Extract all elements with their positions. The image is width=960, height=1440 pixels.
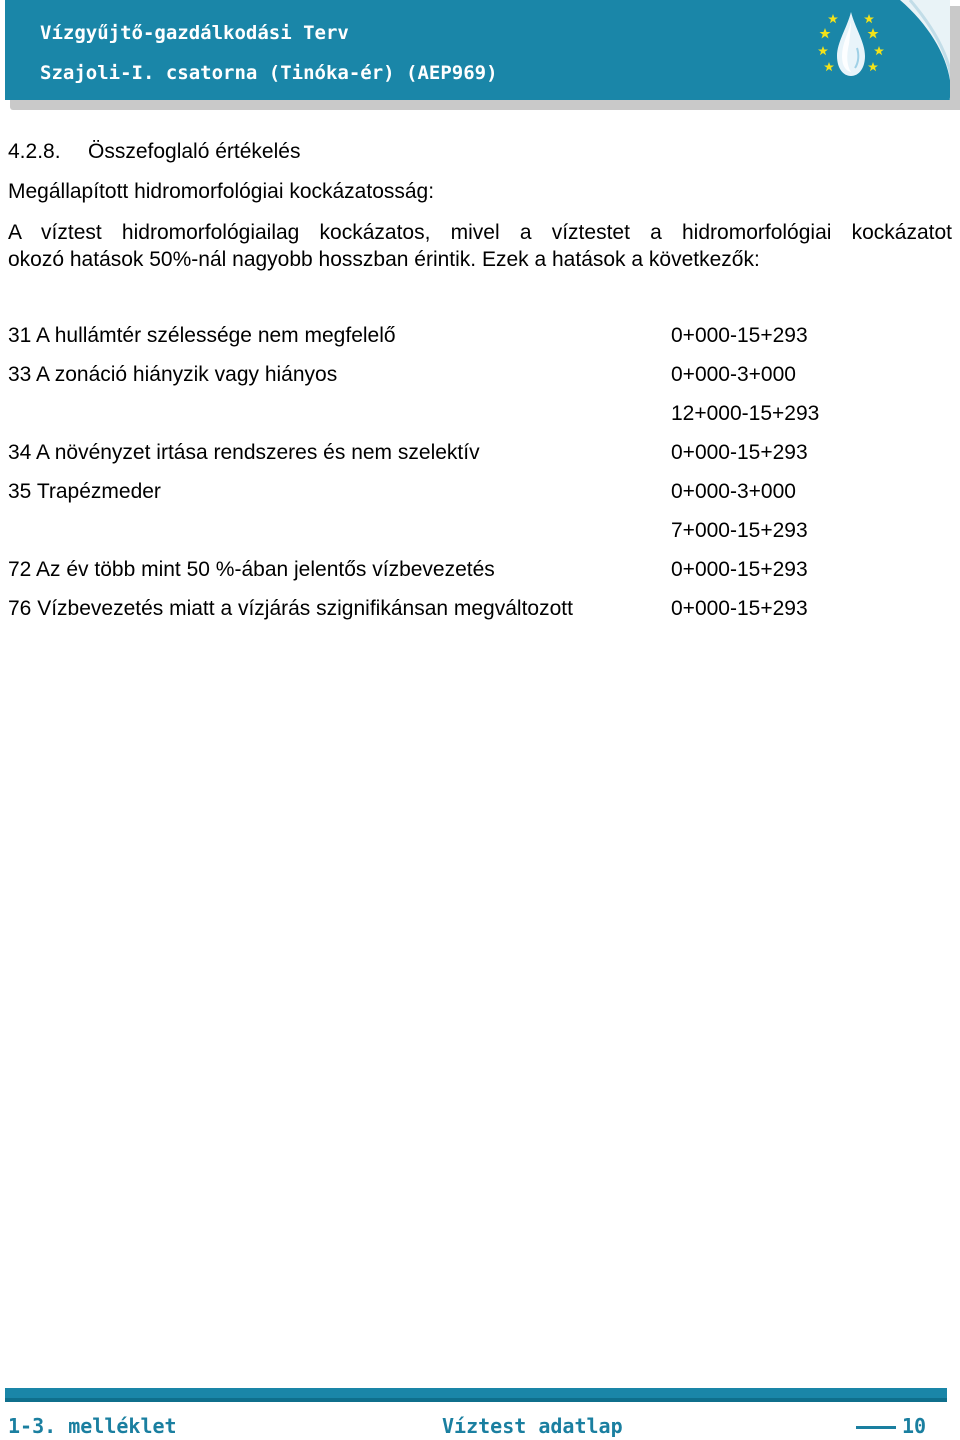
impact-label: 34 A növényzet irtása rendszeres és nem szelektív — [8, 441, 480, 464]
water-body-subtitle: Szajoli-I. csatorna (Tinóka-ér) (AEP969) — [40, 62, 498, 84]
impact-label: 33 A zonáció hiányzik vagy hiányos — [8, 363, 338, 386]
dash-decoration — [856, 1426, 896, 1429]
impact-range: 0+000-3+000 — [671, 480, 796, 503]
impact-row — [8, 519, 908, 558]
section-heading — [8, 140, 300, 164]
footer-annex-label: 1-3. melléklet — [8, 1414, 177, 1438]
impact-label: 76 Vízbevezetés miatt a vízjárás szignifikánsan megváltozott — [8, 597, 573, 620]
paragraph-line-1: A víztest hidromorfológiailag kockázatos, mivel a víztestet a hidromorfológiai kockázatot — [8, 221, 952, 244]
page-number: 10 — [902, 1414, 927, 1438]
paragraph-line-2: okozó hatások 50%-nál nagyobb hosszban érintik. Ezek a hatások a következők: — [8, 248, 760, 271]
impact-row — [8, 363, 908, 402]
impact-row — [8, 324, 908, 363]
impact-range: 12+000-15+293 — [671, 402, 820, 425]
footer-rule — [5, 1388, 947, 1398]
section-number: 4.2.8. — [8, 140, 61, 163]
impact-row — [8, 441, 908, 480]
water-drop-eu-stars-icon — [817, 8, 885, 82]
header-banner — [5, 0, 950, 100]
impact-row — [8, 597, 908, 636]
impact-range: 0+000-15+293 — [671, 441, 808, 464]
impact-range: 0+000-15+293 — [671, 597, 808, 620]
impact-range: 0+000-15+293 — [671, 324, 808, 347]
banner-curve-decoration — [5, 0, 950, 100]
finding-label: Megállapított hidromorfológiai kockázatosság: — [8, 180, 435, 203]
impact-label: 31 A hullámtér szélessége nem megfelelő — [8, 324, 396, 347]
impact-range: 0+000-15+293 — [671, 558, 808, 581]
document-title: Vízgyűjtő-gazdálkodási Terv — [40, 22, 349, 44]
impact-range: 0+000-3+000 — [671, 363, 796, 386]
section-title: Összefoglaló értékelés — [88, 140, 301, 163]
summary-paragraph — [8, 219, 952, 273]
impact-row — [8, 480, 908, 519]
footer-sheet-label: Víztest adatlap — [442, 1414, 623, 1438]
footer-rule-shadow — [5, 1398, 947, 1402]
impact-label: 35 Trapézmeder — [8, 480, 161, 503]
impact-row — [8, 558, 908, 597]
impact-range: 7+000-15+293 — [671, 519, 808, 542]
impact-label: 72 Az év több mint 50 %-ában jelentős vízbevezetés — [8, 558, 495, 581]
impact-row — [8, 402, 908, 441]
footer-page-number — [856, 1414, 960, 1440]
impact-list — [8, 324, 908, 636]
